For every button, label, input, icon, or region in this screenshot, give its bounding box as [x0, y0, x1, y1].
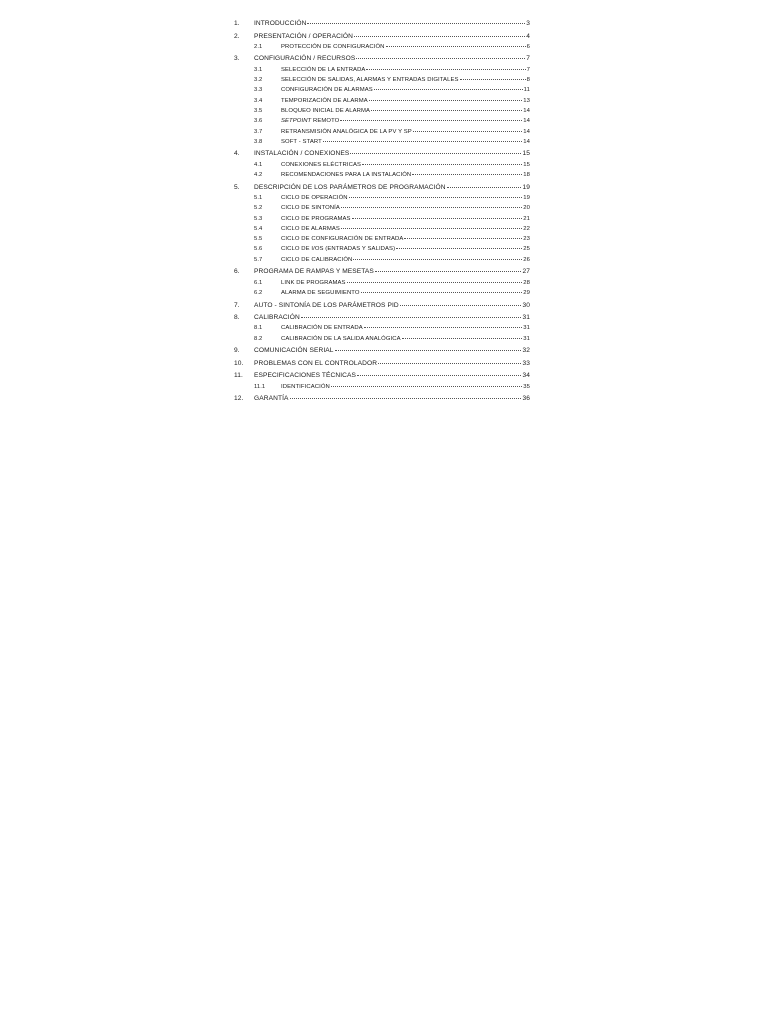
- toc-entry[interactable]: [234, 346, 530, 356]
- toc-title: INTRODUCCIÓN: [254, 20, 307, 27]
- dot-leader: [354, 31, 525, 37]
- toc-number: 2.: [234, 32, 240, 40]
- toc-page-number: 30: [522, 301, 530, 309]
- toc-number: 5.2: [254, 205, 263, 212]
- toc-number: 3.1: [254, 66, 263, 73]
- toc-page-number: 26: [523, 256, 530, 263]
- toc-number: 5.7: [254, 256, 263, 263]
- dot-leader: [402, 333, 523, 339]
- toc-page-number: 35: [523, 383, 530, 390]
- toc-page-number: 31: [523, 335, 530, 342]
- toc-number: 4.1: [254, 161, 263, 168]
- dot-leader: [331, 381, 522, 387]
- toc-title: COMUNICACIÓN SERIAL: [254, 347, 334, 355]
- toc-number: 3.7: [254, 128, 263, 135]
- toc-number: 5.5: [254, 236, 263, 243]
- toc-number: 5.3: [254, 215, 263, 222]
- toc-page-number: 29: [523, 289, 530, 296]
- toc-subentry[interactable]: [234, 382, 530, 392]
- dot-leader: [386, 41, 526, 47]
- toc-page-number: 13: [523, 97, 530, 104]
- toc-title: ESPECIFICACIONES TÉCNICAS: [254, 372, 357, 380]
- toc-number: 8.2: [254, 335, 263, 342]
- toc-page-number: 28: [523, 279, 530, 286]
- toc-subentry[interactable]: [234, 334, 530, 344]
- toc-number: 3.4: [254, 97, 263, 104]
- toc-page-number: 31: [523, 325, 530, 332]
- toc-number: 1.: [234, 20, 240, 27]
- dot-leader: [413, 126, 522, 132]
- toc-title: ALARMA DE SEGUIMIENTO: [281, 289, 360, 296]
- toc-number: 12.: [234, 395, 244, 403]
- dot-leader: [347, 277, 523, 283]
- toc-title: CALIBRACIÓN DE ENTRADA: [281, 325, 363, 332]
- toc-page-number: 14: [523, 118, 530, 125]
- toc-subentry[interactable]: [234, 288, 530, 298]
- toc-number: 11.: [234, 372, 243, 380]
- toc-title: CONEXIONES ELÉCTRICAS: [281, 161, 362, 168]
- toc-title: CICLO DE SINTONÍA: [281, 205, 340, 212]
- toc-title-rest: REMOTO: [311, 118, 340, 125]
- dot-leader: [341, 223, 522, 229]
- toc-entry[interactable]: [234, 394, 530, 404]
- toc-number: 3.: [234, 55, 240, 63]
- dot-leader: [362, 159, 522, 165]
- toc-number: 3.6: [254, 118, 263, 125]
- toc-title: CICLO DE CALIBRACIÓN: [281, 256, 353, 263]
- toc-entry[interactable]: [234, 359, 530, 369]
- toc-title: DESCRIPCIÓN DE LOS PARÁMETROS DE PROGRAMACIÓN: [254, 183, 446, 191]
- toc-title: PRESENTACIÓN / OPERACIÓN: [254, 32, 354, 40]
- dot-leader: [356, 53, 525, 59]
- toc-entry[interactable]: [234, 301, 530, 311]
- toc-page-number: 15: [522, 150, 530, 158]
- dot-leader: [341, 202, 522, 208]
- dot-leader: [378, 358, 521, 364]
- toc-title: BLOQUEO INICIAL DE ALARMA: [281, 107, 371, 114]
- toc-subentry[interactable]: [234, 170, 530, 180]
- toc-page-number: 7: [526, 55, 530, 63]
- toc-page-number: 20: [523, 205, 530, 212]
- toc-title: CICLO DE CONFIGURACIÓN DE ENTRADA: [281, 236, 404, 243]
- toc-title: CONFIGURACIÓN / RECURSOS: [254, 55, 356, 63]
- toc-number: 6.: [234, 268, 240, 276]
- toc-page-number: 3: [526, 20, 530, 27]
- toc-title: TEMPORIZACIÓN DE ALARMA: [281, 97, 368, 104]
- dot-leader: [369, 95, 522, 101]
- toc-number: 4.: [234, 150, 240, 158]
- toc-number: 5.4: [254, 225, 263, 232]
- toc-title: CICLO DE I/OS (ENTRADAS Y SALIDAS): [281, 246, 396, 253]
- toc-number: 11.1: [254, 383, 266, 390]
- dot-leader: [340, 115, 522, 121]
- toc-number: 10.: [234, 359, 244, 367]
- toc-page-number: 19: [522, 183, 530, 191]
- dot-leader: [323, 136, 522, 142]
- toc-number: 3.3: [254, 87, 263, 94]
- dot-leader: [357, 370, 521, 376]
- toc-page-number: 7: [526, 66, 530, 73]
- toc-title: RECOMENDACIONES PARA LA INSTALACIÓN: [281, 172, 412, 179]
- toc-page-number: 33: [522, 359, 530, 367]
- table-of-contents: [234, 19, 530, 405]
- dot-leader: [412, 169, 522, 175]
- toc-number: 7.: [234, 301, 240, 309]
- toc-number: 3.8: [254, 138, 263, 145]
- toc-page-number: 14: [523, 128, 530, 135]
- toc-title: GARANTÍA: [254, 395, 289, 403]
- toc-number: 5.1: [254, 194, 263, 201]
- dot-leader: [353, 254, 522, 260]
- toc-number: 6.1: [254, 279, 263, 286]
- toc-number: 9.: [234, 347, 240, 355]
- toc-page-number: 23: [523, 236, 530, 243]
- dot-leader: [396, 243, 522, 249]
- toc-number: 3.5: [254, 107, 263, 114]
- dot-leader: [361, 287, 523, 293]
- toc-page-number: 21: [523, 215, 530, 222]
- dot-leader: [364, 322, 522, 328]
- toc-number: 8.1: [254, 325, 263, 332]
- toc-page-number: 19: [523, 194, 530, 201]
- dot-leader: [404, 233, 522, 239]
- toc-page-number: 4: [526, 32, 530, 40]
- toc-title: PROBLEMAS CON EL CONTROLADOR: [254, 359, 378, 367]
- toc-number: 3.2: [254, 77, 263, 84]
- toc-title: LINK DE PROGRAMAS: [281, 279, 346, 286]
- toc-page-number: 6: [526, 43, 530, 50]
- toc-page-number: 22: [523, 225, 530, 232]
- toc-page-number: 8: [526, 77, 530, 84]
- dot-leader: [301, 312, 522, 318]
- toc-title: [281, 116, 339, 126]
- toc-page-number: 32: [522, 347, 530, 355]
- toc-title: SELECCIÓN DE SALIDAS, ALARMAS Y ENTRADAS DIGITALES: [281, 77, 459, 84]
- toc-page-number: 25: [523, 246, 530, 253]
- toc-title: INSTALACIÓN / CONEXIONES: [254, 150, 350, 158]
- toc-title: AUTO - SINTONÍA DE LOS PARÁMETROS PID: [254, 301, 399, 309]
- dot-leader: [349, 192, 523, 198]
- toc-page-number: 31: [522, 314, 530, 322]
- dot-leader: [307, 18, 525, 24]
- toc-number: 5.: [234, 183, 240, 191]
- dot-leader: [400, 300, 522, 306]
- toc-title: PROTECCIÓN DE CONFIGURACIÓN: [281, 43, 385, 50]
- toc-subentry[interactable]: [234, 42, 530, 52]
- toc-title: CONFIGURACIÓN DE ALARMAS: [281, 87, 373, 94]
- dot-leader: [352, 213, 523, 219]
- toc-page-number: 14: [523, 138, 530, 145]
- toc-title-italic: SETPOINT: [281, 118, 312, 125]
- toc-page-number: 14: [523, 107, 530, 114]
- toc-subentry[interactable]: [234, 255, 530, 265]
- toc-number: 8.: [234, 314, 240, 322]
- toc-page-number: 11: [523, 87, 530, 94]
- toc-number: 6.2: [254, 289, 263, 296]
- toc-subentry[interactable]: [234, 137, 530, 147]
- toc-page-number: 34: [522, 372, 530, 380]
- toc-title: RETRANSMISIÓN ANALÓGICA DE LA PV Y SP: [281, 128, 412, 135]
- toc-title: IDENTIFICACIÓN: [281, 383, 330, 390]
- toc-title: SOFT - START: [281, 138, 322, 145]
- dot-leader: [447, 182, 522, 188]
- dot-leader: [460, 74, 526, 80]
- dot-leader: [374, 84, 523, 90]
- dot-leader: [366, 64, 525, 70]
- toc-title: PROGRAMA DE RAMPAS Y MESETAS: [254, 268, 374, 276]
- toc-number: 4.2: [254, 172, 263, 179]
- toc-title: SELECCIÓN DE LA ENTRADA: [281, 66, 366, 73]
- toc-title: CICLO DE ALARMAS: [281, 225, 340, 232]
- dot-leader: [335, 345, 522, 351]
- dot-leader: [371, 105, 522, 111]
- toc-title: CICLO DE OPERACIÓN: [281, 194, 348, 201]
- toc-number: 5.6: [254, 246, 263, 253]
- toc-page-number: 18: [523, 172, 530, 179]
- toc-title: CICLO DE PROGRAMAS: [281, 215, 351, 222]
- toc-page-number: 15: [523, 161, 530, 168]
- toc-number: 2.1: [254, 43, 263, 50]
- toc-page-number: 36: [522, 395, 530, 403]
- toc-title: CALIBRACIÓN DE LA SALIDA ANALÓGICA: [281, 335, 401, 342]
- toc-page-number: 27: [522, 268, 530, 276]
- dot-leader: [375, 266, 522, 272]
- toc-title: CALIBRACIÓN: [254, 314, 300, 322]
- dot-leader: [350, 148, 521, 154]
- dot-leader: [290, 393, 522, 399]
- toc-entry[interactable]: [234, 19, 530, 29]
